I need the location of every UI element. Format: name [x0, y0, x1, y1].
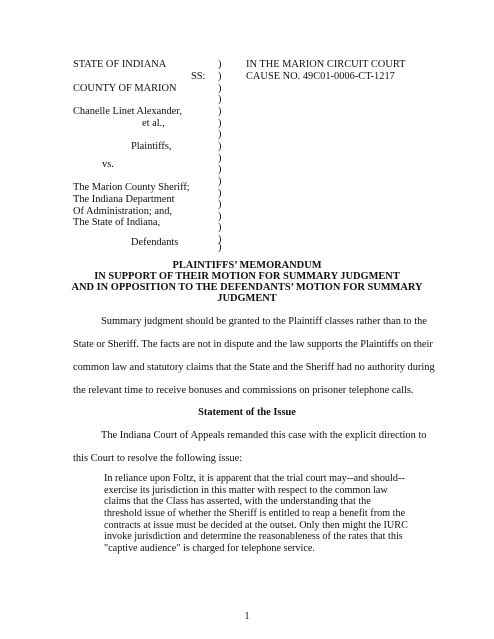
block-quote-line: contracts at issue must be decided at the outset. Only then might the IURC [104, 520, 408, 531]
block-quote-line: In reliance upon Foltz, it is apparent that the trial court may--and should-- [104, 473, 405, 484]
caption-parenthesis: ) [218, 141, 222, 152]
caption-ss: SS: [191, 71, 206, 82]
block-quote-line: exercise its jurisdiction in this matter with respect to the common law [104, 485, 388, 496]
caption-parenthesis: ) [218, 211, 222, 222]
caption-cause-number: CAUSE NO. 49C01-0006-CT-1217 [246, 71, 395, 82]
caption-parenthesis: ) [218, 106, 222, 117]
body-line: the relevant time to receive bonuses and commissions on prisoner telephone calls. [73, 385, 414, 396]
caption-vs: vs. [102, 159, 114, 170]
caption-et-al: et al., [142, 118, 165, 129]
caption-parenthesis: ) [218, 176, 222, 187]
caption-parenthesis: ) [218, 59, 222, 70]
caption-state: STATE OF INDIANA [73, 59, 167, 70]
caption-defendant-line: The Marion County Sheriff; [73, 182, 190, 193]
title-line: JUDGMENT [217, 293, 277, 304]
caption-parenthesis: ) [218, 242, 222, 253]
body-line: this Court to resolve the following issue: [73, 453, 243, 464]
caption-parenthesis: ) [218, 94, 222, 105]
body-line: Summary judgment should be granted to the Plaintiff classes rather than to the [101, 316, 427, 327]
caption-parenthesis: ) [218, 118, 222, 129]
caption-parenthesis: ) [218, 199, 222, 210]
caption-parenthesis: ) [218, 222, 222, 233]
body-line: common law and statutory claims that the State and the Sheriff had no authority during [73, 362, 435, 373]
caption-plaintiffs: Plaintiffs, [131, 141, 172, 152]
section-heading: Statement of the Issue [198, 407, 296, 418]
caption-parenthesis: ) [218, 153, 222, 164]
caption-defendant-line: The Indiana Department [73, 194, 175, 205]
block-quote-line: claims that the Class has asserted, with the understanding that the [104, 496, 371, 507]
caption-parenthesis: ) [218, 129, 222, 140]
block-quote-line: invoke jurisdiction and determine the reasonableness of the rates that this [104, 531, 403, 542]
block-quote-line: threshold issue of whether the Sheriff is entitled to reap a benefit from the [104, 508, 406, 519]
title-line: PLAINTIFFS’ MEMORANDUM [172, 260, 322, 271]
block-quote-line: "captive audience" is charged for telephone service. [104, 543, 315, 554]
caption-defendants: Defendants [131, 237, 179, 248]
caption-county: COUNTY OF MARION [73, 83, 177, 94]
caption-parenthesis: ) [218, 234, 222, 245]
caption-parenthesis: ) [218, 71, 222, 82]
caption-parenthesis: ) [218, 188, 222, 199]
page-number: 1 [244, 611, 250, 622]
caption-defendant-line: Of Administration; and, [73, 206, 172, 217]
title-line: AND IN OPPOSITION TO THE DEFENDANTS’ MOTION FOR SUMMARY [71, 282, 423, 293]
caption-parenthesis: ) [218, 164, 222, 175]
caption-defendant-line: The State of Indiana, [73, 217, 161, 228]
body-line: The Indiana Court of Appeals remanded this case with the explicit direction to [101, 430, 427, 441]
caption-plaintiff-name: Chanelle Linet Alexander, [73, 106, 182, 117]
caption-parenthesis: ) [218, 83, 222, 94]
caption-court: IN THE MARION CIRCUIT COURT [246, 59, 406, 70]
body-line: State or Sheriff. The facts are not in dispute and the law supports the Plaintiffs on their [73, 339, 433, 350]
title-line: IN SUPPORT OF THEIR MOTION FOR SUMMARY JUDGMENT [94, 271, 400, 282]
